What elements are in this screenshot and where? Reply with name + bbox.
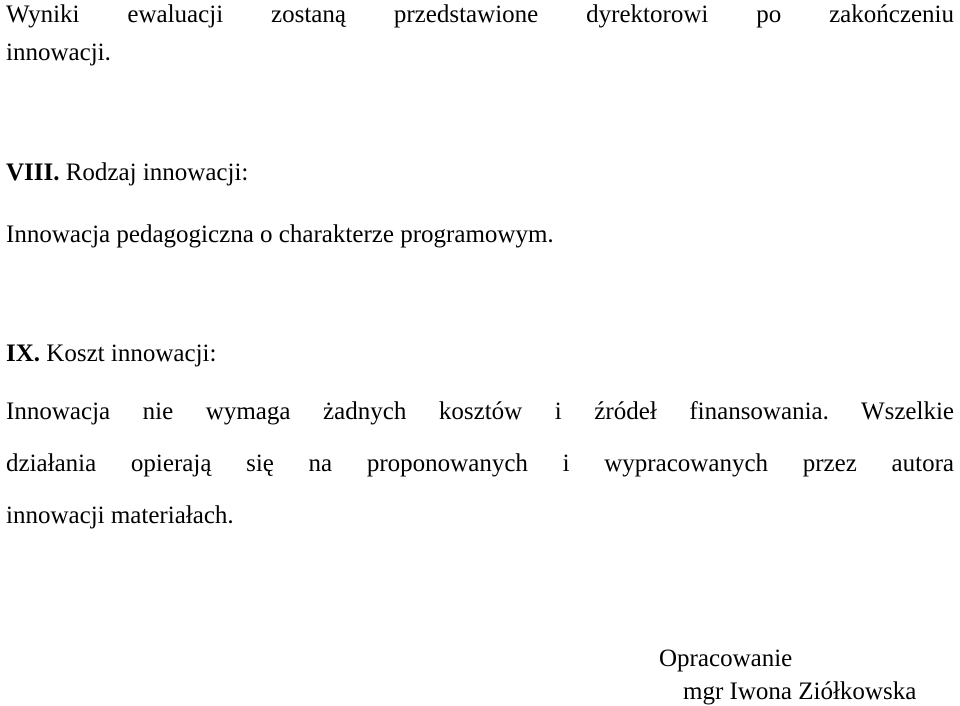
intro-line-1: Wyniki ewaluacji zostaną przedstawione dyrektorowi po zakończeniu — [6, 1, 954, 28]
section-ix-body-line-3: innowacji materiałach. — [6, 502, 234, 529]
section-viii-title: Rodzaj innowacji: — [65, 159, 249, 186]
section-ix-title: Koszt innowacji: — [46, 340, 217, 367]
section-ix-body-line-2: działania opierają się na proponowanych i wypracowanych przez autora — [6, 450, 954, 477]
intro-line-2: innowacji. — [6, 39, 111, 66]
section-ix-body-line-1: Innowacja nie wymaga żadnych kosztów i źródeł finansowania. Wszelkie — [6, 398, 954, 425]
section-viii-number: VIII. — [6, 159, 60, 186]
section-ix-heading — [6, 341, 216, 366]
section-ix-number: IX. — [6, 340, 41, 367]
signature-label: Opracowanie — [659, 645, 793, 672]
section-viii-body: Innowacja pedagogiczna o charakterze programowym. — [6, 221, 554, 248]
section-viii-heading — [6, 160, 248, 185]
signature-author: mgr Iwona Ziółkowska — [683, 678, 917, 705]
